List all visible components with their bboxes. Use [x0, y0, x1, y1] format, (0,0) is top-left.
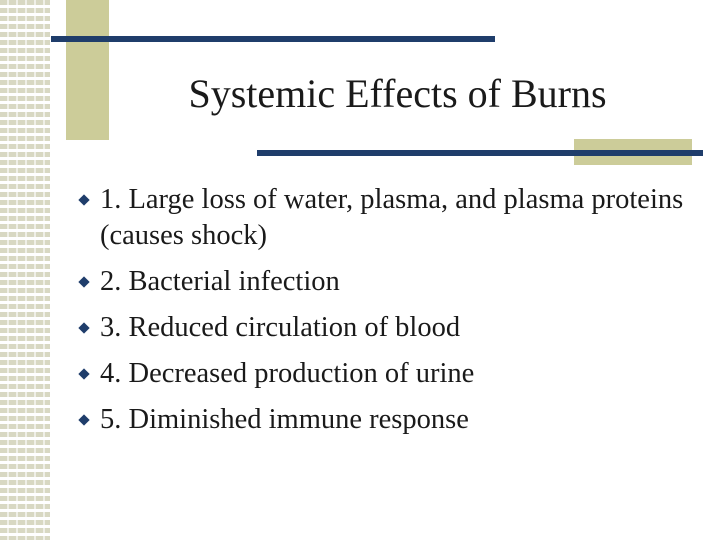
bullet-text: 3. Reduced circulation of blood [100, 312, 461, 343]
bullet-text: 1. Large loss of water, plasma, and plasma proteins (causes shock) [100, 184, 684, 251]
decorative-olive-block-top [66, 0, 109, 140]
bullet-item [78, 182, 698, 254]
diamond-bullet-icon [78, 194, 89, 205]
bullet-item [78, 310, 698, 346]
diamond-bullet-icon [78, 322, 89, 333]
slide-title: Systemic Effects of Burns [188, 71, 607, 116]
bullet-text: 2. Bacterial infection [100, 266, 340, 297]
bullet-list [78, 182, 698, 448]
decorative-navy-bar-top [51, 36, 495, 42]
bullet-item [78, 356, 698, 392]
decorative-grid-strip [0, 0, 50, 540]
diamond-bullet-icon [78, 368, 89, 379]
diamond-bullet-icon [78, 276, 89, 287]
bullet-item [78, 402, 698, 438]
bullet-text: 5. Diminished immune response [100, 404, 469, 435]
diamond-bullet-icon [78, 414, 89, 425]
bullet-item [78, 264, 698, 300]
bullet-text: 4. Decreased production of urine [100, 358, 475, 389]
decorative-navy-bar-bottom [257, 150, 703, 156]
